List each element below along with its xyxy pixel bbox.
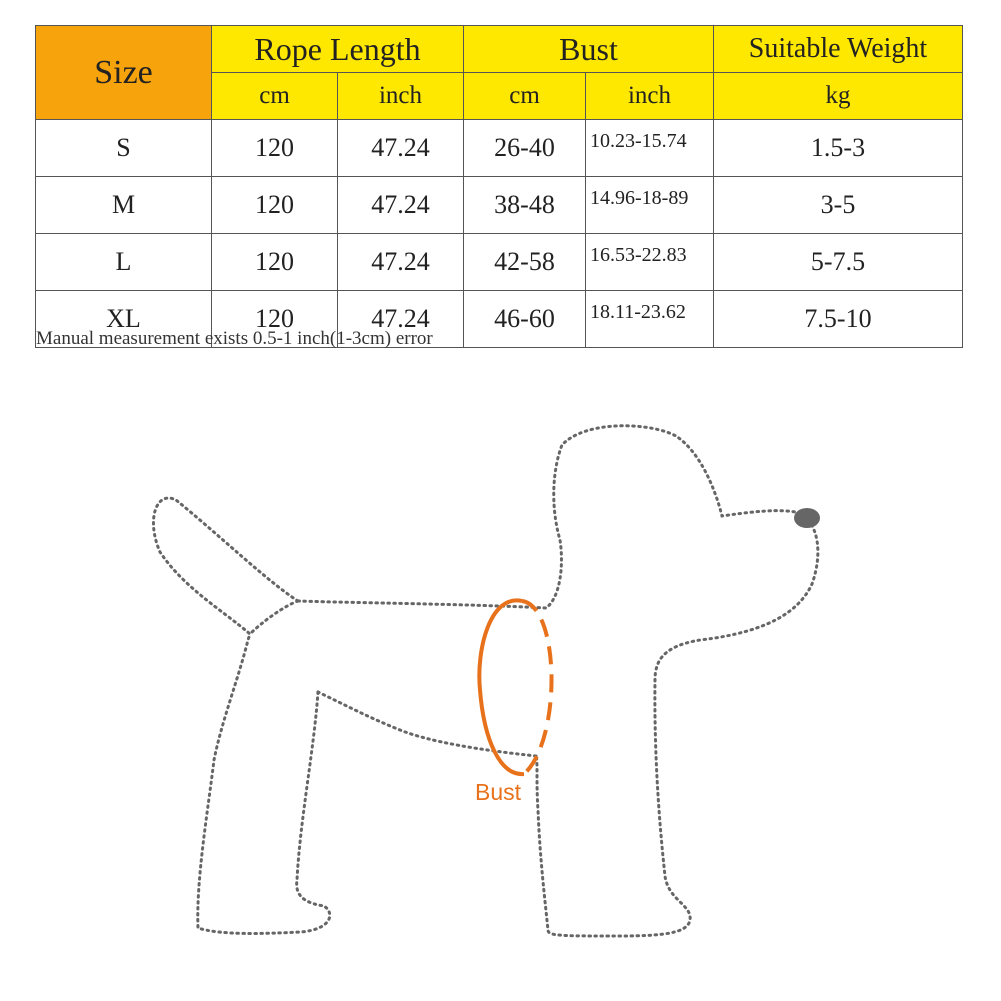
dog-back-outline bbox=[298, 426, 818, 936]
rope-inch-cell: 47.24 bbox=[338, 177, 464, 234]
size-cell: S bbox=[36, 120, 212, 177]
weight-kg-cell: 5-7.5 bbox=[714, 234, 963, 291]
bust-cm-cell: 46-60 bbox=[464, 291, 586, 348]
rope-cm-cell: 120 bbox=[212, 234, 338, 291]
size-cell: M bbox=[36, 177, 212, 234]
size-cell: XL bbox=[36, 291, 212, 348]
bust-inch-cell: 14.96-18-89 bbox=[586, 177, 714, 234]
rope-cm-cell: 120 bbox=[212, 177, 338, 234]
bust-label: Bust bbox=[474, 779, 522, 805]
rope-inch-cell: 47.24 bbox=[338, 120, 464, 177]
rope-cm-cell: 120 bbox=[212, 291, 338, 348]
bust-loop-dashed bbox=[522, 601, 552, 774]
size-header: Size bbox=[36, 26, 212, 120]
dog-rear-seam-outline bbox=[250, 601, 298, 634]
bust-inch-cell: 18.11-23.62 bbox=[586, 291, 714, 348]
suitable-weight-header: Suitable Weight bbox=[714, 26, 963, 73]
unit-header: inch bbox=[338, 73, 464, 120]
unit-header: kg bbox=[714, 73, 963, 120]
weight-kg-cell: 3-5 bbox=[714, 177, 963, 234]
bust-header: Bust bbox=[464, 26, 714, 73]
dog-nose bbox=[794, 508, 820, 528]
rope-length-header: Rope Length bbox=[212, 26, 464, 73]
dog-outline bbox=[153, 426, 817, 936]
unit-header: cm bbox=[212, 73, 338, 120]
rope-cm-cell: 120 bbox=[212, 120, 338, 177]
weight-kg-cell: 7.5-10 bbox=[714, 291, 963, 348]
rope-inch-cell: 47.24 bbox=[338, 234, 464, 291]
bust-inch-cell: 10.23-15.74 bbox=[586, 120, 714, 177]
size-cell: L bbox=[36, 234, 212, 291]
weight-kg-cell: 1.5-3 bbox=[714, 120, 963, 177]
unit-header: cm bbox=[464, 73, 586, 120]
bust-cm-cell: 26-40 bbox=[464, 120, 586, 177]
measurement-note: Manual measurement exists 0.5-1 inch(1-3cm) error bbox=[36, 328, 433, 349]
bust-inch-cell: 16.53-22.83 bbox=[586, 234, 714, 291]
bust-cm-cell: 38-48 bbox=[464, 177, 586, 234]
dog-belly-outline bbox=[318, 692, 536, 756]
bust-cm-cell: 42-58 bbox=[464, 234, 586, 291]
rope-inch-cell: 47.24 bbox=[338, 291, 464, 348]
bust-loop-solid bbox=[479, 600, 524, 774]
dog-hind-leg-outline bbox=[198, 634, 330, 933]
unit-header: inch bbox=[586, 73, 714, 120]
